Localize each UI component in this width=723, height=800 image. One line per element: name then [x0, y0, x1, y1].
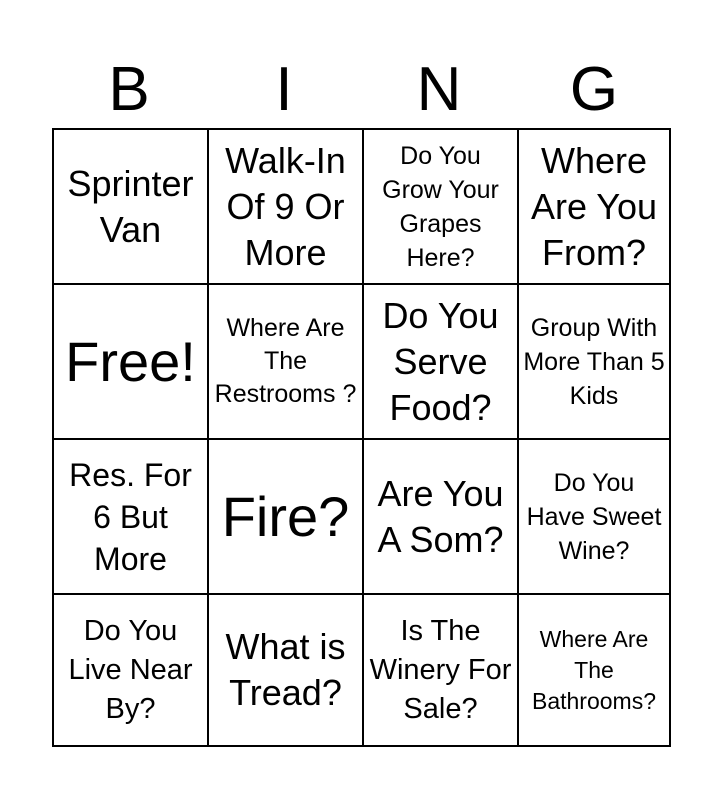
- cell-text: Res. For 6 But More: [69, 456, 192, 577]
- cell-text: Where Are You From?: [530, 139, 658, 273]
- cell-text: Are You A Som?: [377, 472, 504, 560]
- bingo-cell[interactable]: [364, 595, 519, 745]
- cell-text: Walk-In Of 9 Or More: [225, 139, 346, 273]
- header-letter-g: G: [569, 55, 619, 124]
- bingo-cell-free[interactable]: [54, 285, 209, 440]
- cell-text: Free!: [65, 329, 196, 393]
- cell-text: Where Are The Restrooms ?: [214, 314, 357, 408]
- header-letter-b: B: [108, 55, 150, 124]
- header-letter-i: I: [275, 55, 293, 124]
- bingo-cell[interactable]: [209, 440, 364, 595]
- bingo-cell[interactable]: [519, 285, 669, 440]
- bingo-cell[interactable]: [54, 595, 209, 745]
- cell-text: Sprinter Van: [67, 162, 194, 250]
- header-letter-n: N: [416, 55, 462, 124]
- cell-text: Is The Winery For Sale?: [369, 614, 512, 725]
- bingo-cell[interactable]: [54, 440, 209, 595]
- bingo-cell[interactable]: [209, 130, 364, 285]
- cell-text: Where Are The Bathrooms?: [531, 625, 656, 714]
- bingo-board: [52, 128, 671, 747]
- bingo-cell[interactable]: [519, 130, 669, 285]
- cell-text: Do You Grow Your Grapes Here?: [382, 141, 499, 272]
- cell-text: Do You Have Sweet Wine?: [526, 468, 662, 565]
- cell-text: What is Tread?: [225, 626, 346, 713]
- cell-text: Fire?: [221, 484, 350, 548]
- bingo-cell[interactable]: [54, 130, 209, 285]
- bingo-cell[interactable]: [519, 440, 669, 595]
- bingo-cell[interactable]: [209, 595, 364, 745]
- bingo-header: [52, 52, 671, 128]
- cell-text: Do You Serve Food?: [382, 294, 499, 428]
- bingo-cell[interactable]: [519, 595, 669, 745]
- bingo-cell[interactable]: [364, 440, 519, 595]
- cell-text: Do You Live Near By?: [68, 614, 193, 725]
- bingo-cell[interactable]: [209, 285, 364, 440]
- bingo-cell[interactable]: [364, 285, 519, 440]
- cell-text: Group With More Than 5 Kids: [523, 313, 665, 410]
- bingo-cell[interactable]: [364, 130, 519, 285]
